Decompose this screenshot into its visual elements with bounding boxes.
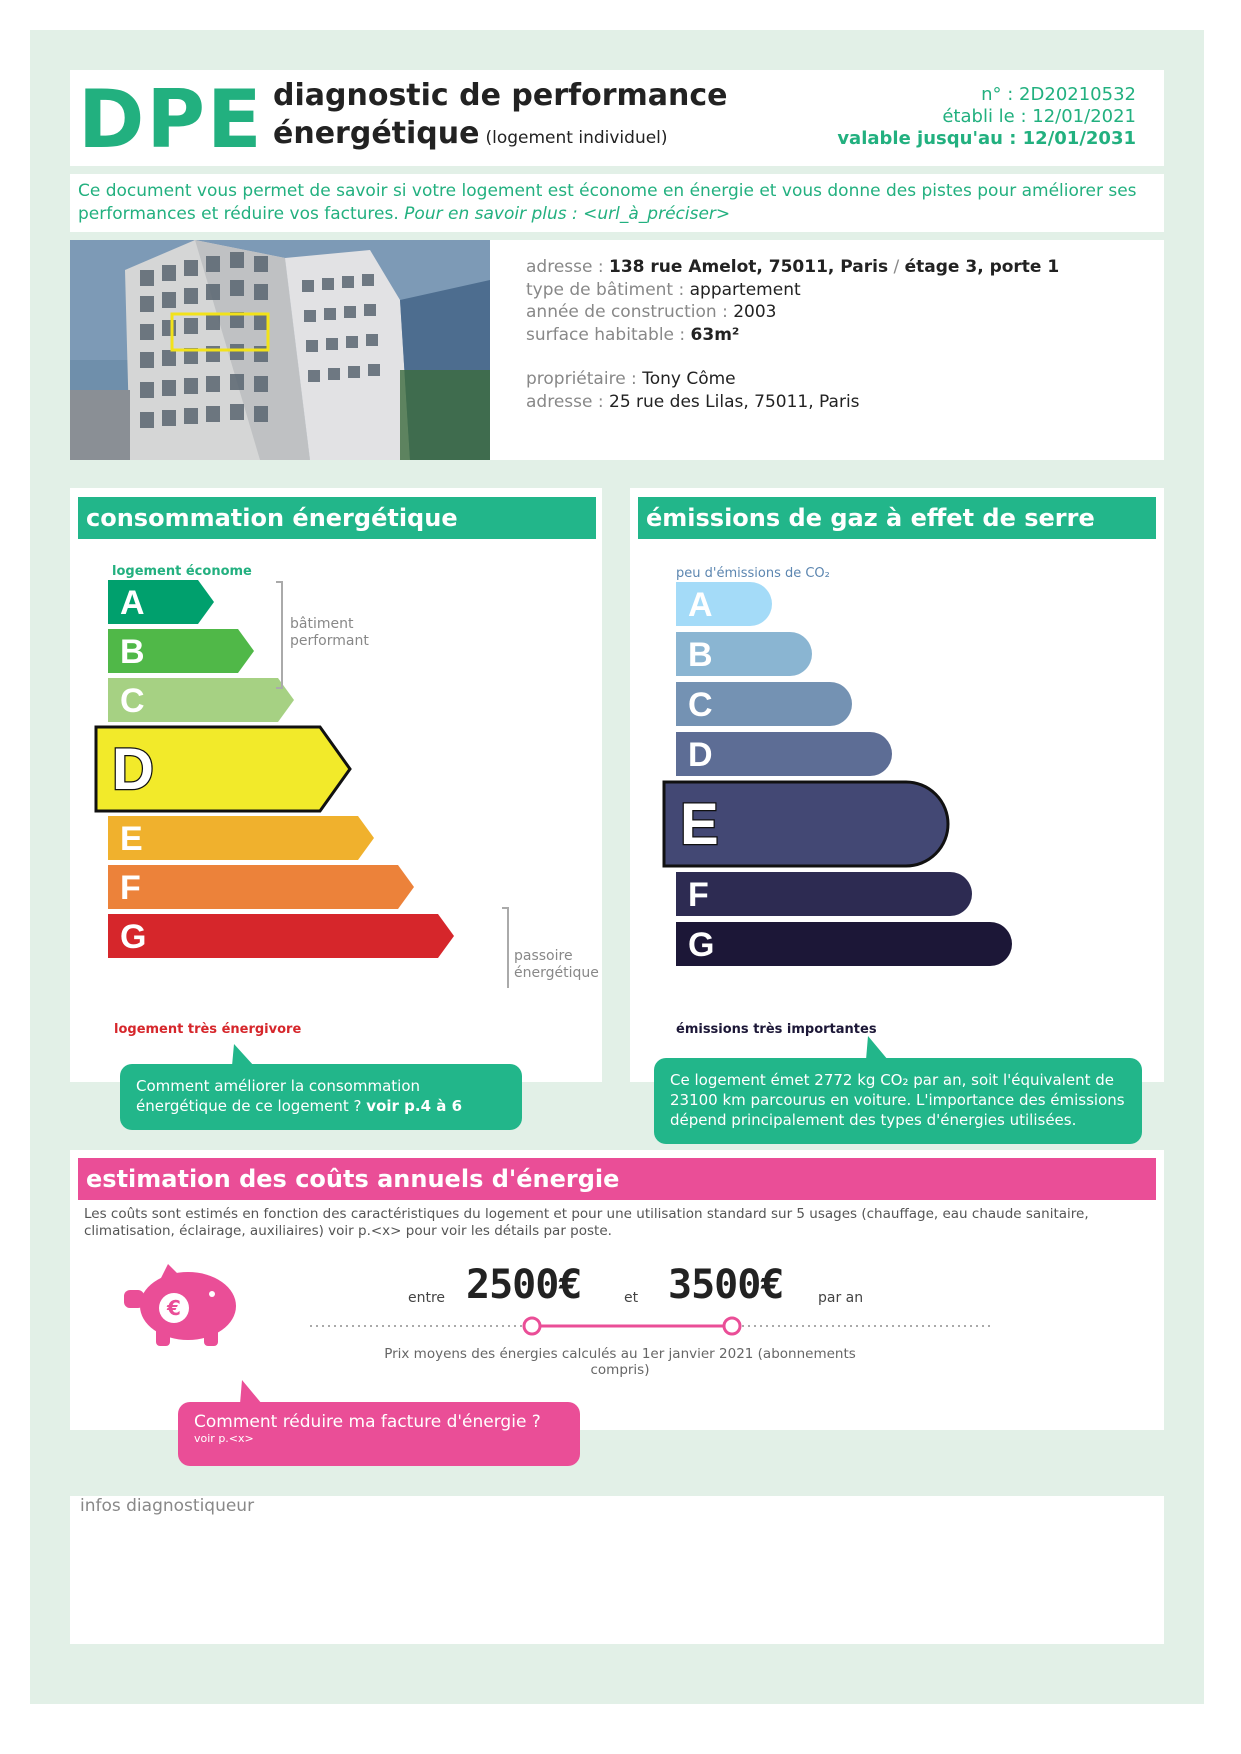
- energy-note-bottom-line2: énergétique: [514, 965, 599, 981]
- ges-class-letter: E: [680, 792, 719, 857]
- intro-text: [70, 174, 1164, 232]
- document-meta: [837, 84, 1136, 150]
- property-info: [70, 240, 1164, 460]
- living-area-value: 63m²: [690, 324, 740, 345]
- ges-class-f: [676, 872, 972, 916]
- diagnostician-info-title: infos diagnostiqueur: [80, 1496, 255, 1516]
- cost-between-label: entre: [408, 1290, 446, 1306]
- energy-class-f: [108, 865, 414, 909]
- ges-bottom-label: émissions très importantes: [676, 1022, 877, 1037]
- construction-year-label: année de construction :: [526, 302, 728, 322]
- ges-class-c: [676, 682, 852, 726]
- energy-top-label: logement économe: [112, 564, 252, 579]
- building-type-label: type de bâtiment :: [526, 279, 685, 300]
- property-details: [526, 256, 1059, 413]
- document-title-suffix: (logement individuel): [485, 128, 668, 148]
- energy-bubble-tail: [228, 1044, 258, 1068]
- piggy-bank-icon: [120, 1264, 246, 1348]
- living-area-label: surface habitable :: [526, 324, 686, 345]
- owner-address: [526, 391, 1059, 414]
- energy-class-letter: B: [120, 633, 145, 671]
- intro-sentence: Ce document vous permet de savoir si votre logement est économe en énergie et vous donne des pistes pour améliorer ses performances et réduire vos factures.: [78, 181, 1137, 224]
- energy-class-a: [108, 580, 214, 624]
- energy-class-c: [108, 678, 294, 722]
- energy-class-letter: C: [120, 682, 145, 720]
- energy-class-letter: E: [120, 820, 143, 858]
- ges-top-label: peu d'émissions de CO₂: [676, 566, 830, 581]
- reduce-bill-text: Comment réduire ma facture d'énergie ?: [194, 1412, 541, 1432]
- annual-costs-title: estimation des coûts annuels d'énergie: [78, 1158, 1156, 1200]
- energy-note-top-line1: bâtiment: [290, 616, 354, 632]
- address-floor: étage 3, porte 1: [904, 257, 1060, 277]
- owner-value: Tony Côme: [642, 369, 736, 389]
- energy-scale: [70, 488, 602, 988]
- construction-year-value: 2003: [733, 302, 777, 322]
- cost-per-year-label: par an: [818, 1290, 864, 1306]
- annual-costs-description: Les coûts sont estimés en fonction des caractéristiques du logement et pour une utilisation standard sur 5 usages (chauffage, eau chaude sanitaire, climatisation, éclairage, auxiliaires) voir p.<x> pour voir les détails par poste.: [84, 1206, 1089, 1239]
- diagnostician-info-panel: [70, 1496, 1164, 1644]
- building-type-value: appartement: [689, 279, 801, 300]
- annual-costs-panel: [70, 1150, 1164, 1430]
- cost-min-marker: [524, 1318, 540, 1334]
- reduce-bill-link[interactable]: voir p.<x>: [194, 1432, 254, 1445]
- energy-class-g: [108, 914, 454, 958]
- ges-class-letter: F: [688, 876, 709, 914]
- document-title-line1: diagnostic de performance: [273, 78, 728, 113]
- energy-class-e: [108, 816, 374, 860]
- property-address: [526, 256, 1059, 279]
- owner-address-label: adresse :: [526, 391, 604, 412]
- dpe-logo: DPE: [78, 73, 264, 166]
- energy-class-letter: A: [120, 584, 145, 622]
- ges-emissions-panel: [630, 488, 1164, 1082]
- energy-note-top: [290, 616, 369, 650]
- construction-year: [526, 301, 1059, 324]
- living-area: [526, 324, 1059, 347]
- energy-note-bottom-line1: passoire: [514, 948, 573, 964]
- address-value: 138 rue Amelot, 75011, Paris: [609, 257, 889, 277]
- owner: [526, 368, 1059, 391]
- document-title-word: énergétique: [273, 116, 480, 151]
- document-number: n° : 2D20210532: [981, 84, 1136, 105]
- intro-link[interactable]: Pour en savoir plus : <url_à_préciser>: [404, 204, 731, 224]
- ges-class-d: [676, 732, 892, 776]
- ges-class-a: [676, 582, 772, 626]
- energy-consumption-panel: [70, 488, 602, 1082]
- energy-class-d: [96, 727, 350, 811]
- energy-class-letter: F: [120, 869, 141, 907]
- ges-class-letter: B: [688, 636, 713, 674]
- piggy-euro-symbol: €: [167, 1296, 181, 1320]
- cost-and-label: et: [624, 1290, 639, 1306]
- address-separator: /: [888, 257, 905, 277]
- cost-max-marker: [724, 1318, 740, 1334]
- owner-address-value: 25 rue des Lilas, 75011, Paris: [609, 391, 860, 412]
- ges-scale: [630, 488, 1164, 988]
- energy-improve-link[interactable]: voir p.4 à 6: [366, 1097, 463, 1115]
- energy-bracket-bottom: [502, 908, 508, 988]
- ges-class-letter: C: [688, 686, 713, 724]
- reduce-bill-bubble[interactable]: [178, 1402, 580, 1466]
- energy-consumption-title: consommation énergétique: [78, 497, 596, 539]
- energy-note-bottom: [514, 948, 599, 982]
- building-type: [526, 279, 1059, 302]
- energy-note-top-line2: performant: [290, 633, 369, 649]
- established-date: établi le : 12/01/2021: [942, 106, 1136, 127]
- cost-range-bar: [310, 1314, 990, 1338]
- cost-price-note: Prix moyens des énergies calculés au 1er janvier 2021 (abonnements compris): [384, 1346, 856, 1378]
- ges-class-letter: A: [688, 586, 713, 624]
- header: [70, 70, 1164, 166]
- ges-class-e: [664, 782, 948, 866]
- owner-label: propriétaire :: [526, 369, 637, 389]
- cost-min-value: 2500€: [466, 1262, 582, 1308]
- ges-class-letter: G: [688, 926, 715, 964]
- ges-info-bubble: [654, 1058, 1142, 1144]
- energy-improve-bubble[interactable]: [120, 1064, 522, 1130]
- energy-class-letter: D: [112, 737, 154, 802]
- energy-bracket-top: [276, 582, 282, 688]
- energy-improve-text: Comment améliorer la consommation énergétique de ce logement ?: [136, 1077, 421, 1115]
- energy-class-letter: G: [120, 918, 147, 956]
- ges-emissions-title: émissions de gaz à effet de serre: [638, 497, 1156, 539]
- ges-info-text: Ce logement émet 2772 kg CO₂ par an, soit l'équivalent de 23100 km parcourus en voiture. L'importance des émissions dépend principalement des types d'énergies utilisées.: [670, 1071, 1125, 1129]
- energy-class-b: [108, 629, 254, 673]
- ges-class-b: [676, 632, 812, 676]
- cost-max-value: 3500€: [668, 1262, 784, 1308]
- valid-until-date: valable jusqu'au : 12/01/2031: [837, 128, 1136, 149]
- building-photo: [70, 240, 490, 460]
- ges-class-letter: D: [688, 736, 713, 774]
- address-label: adresse :: [526, 257, 604, 277]
- energy-bottom-label: logement très énergivore: [114, 1022, 302, 1037]
- ges-bubble-tail: [862, 1036, 892, 1062]
- ges-class-g: [676, 922, 1012, 966]
- document-title-line2: [273, 116, 668, 151]
